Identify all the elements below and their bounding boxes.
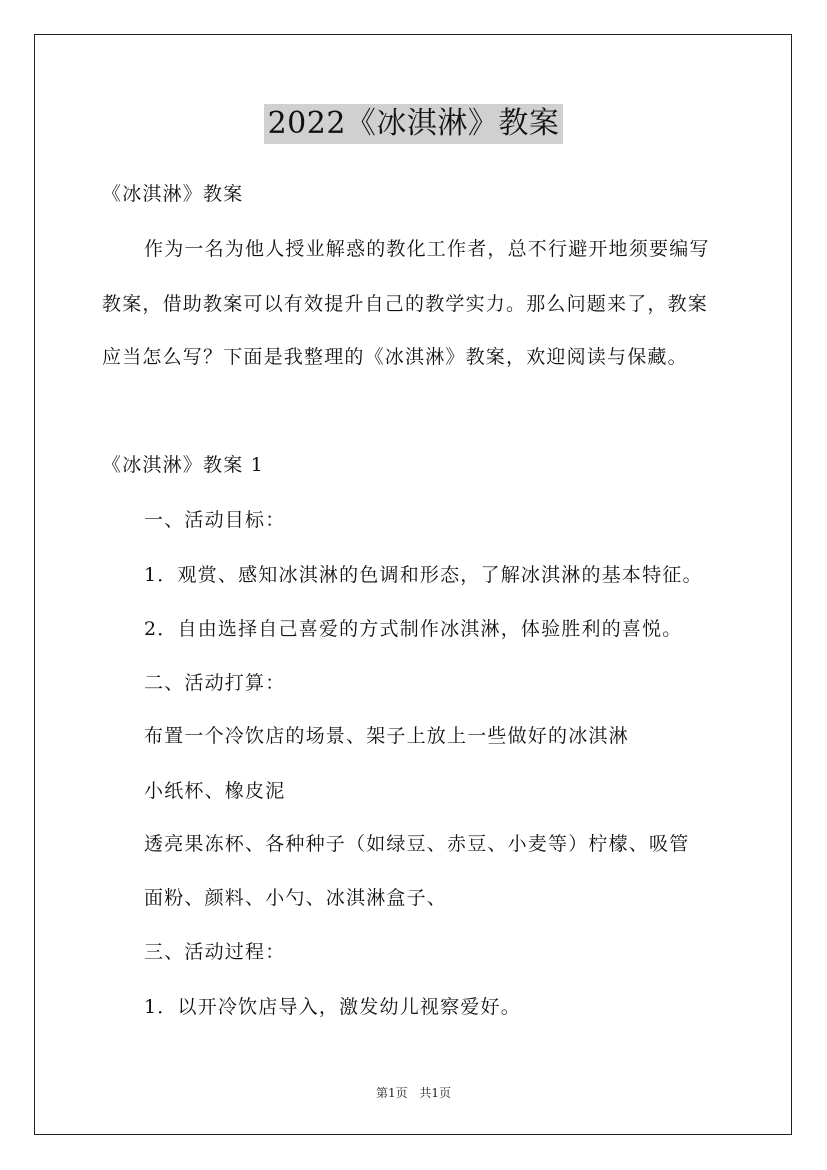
page-number: 第1页 bbox=[375, 1086, 408, 1100]
section-heading: 《冰淇淋》教案 1 bbox=[102, 454, 264, 476]
paragraph-line: 布置一个冷饮店的场景、架子上放上一些做好的冰淇淋 bbox=[144, 725, 629, 747]
doc-subtitle: 《冰淇淋》教案 bbox=[102, 183, 244, 205]
paragraph-line: 1．观赏、感知冰淇淋的色调和形态，了解冰淇淋的基本特征。 bbox=[144, 564, 703, 586]
paragraph-line: 1．以开冷饮店导入，激发幼儿视察爱好。 bbox=[144, 996, 521, 1018]
document-title: 2022《冰淇淋》教案 bbox=[264, 104, 564, 144]
paragraph-line: 一、活动目标： bbox=[144, 509, 286, 531]
paragraph-line: 小纸杯、橡皮泥 bbox=[144, 780, 286, 802]
paragraph-line: 教案，借助教案可以有效提升自己的教学实力。那么问题来了，教案 bbox=[102, 293, 709, 315]
paragraph-line: 2．自由选择自己喜爱的方式制作冰淇淋，体验胜利的喜悦。 bbox=[144, 618, 683, 640]
document-title-wrap bbox=[0, 104, 827, 144]
paragraph-line: 三、活动过程： bbox=[144, 941, 286, 963]
paragraph-line: 面粉、颜料、小勺、冰淇淋盒子、 bbox=[144, 887, 448, 909]
paragraph-line: 作为一名为他人授业解惑的教化工作者，总不行避开地须要编写 bbox=[144, 238, 710, 260]
paragraph-line: 应当怎么写？下面是我整理的《冰淇淋》教案，欢迎阅读与保藏。 bbox=[102, 346, 688, 368]
paragraph-line: 透亮果冻杯、各种种子（如绿豆、赤豆、小麦等）柠檬、吸管 bbox=[144, 833, 690, 855]
paragraph-line: 二、活动打算： bbox=[144, 672, 286, 694]
page-footer bbox=[0, 1085, 827, 1101]
page-total: 共1页 bbox=[419, 1086, 452, 1100]
